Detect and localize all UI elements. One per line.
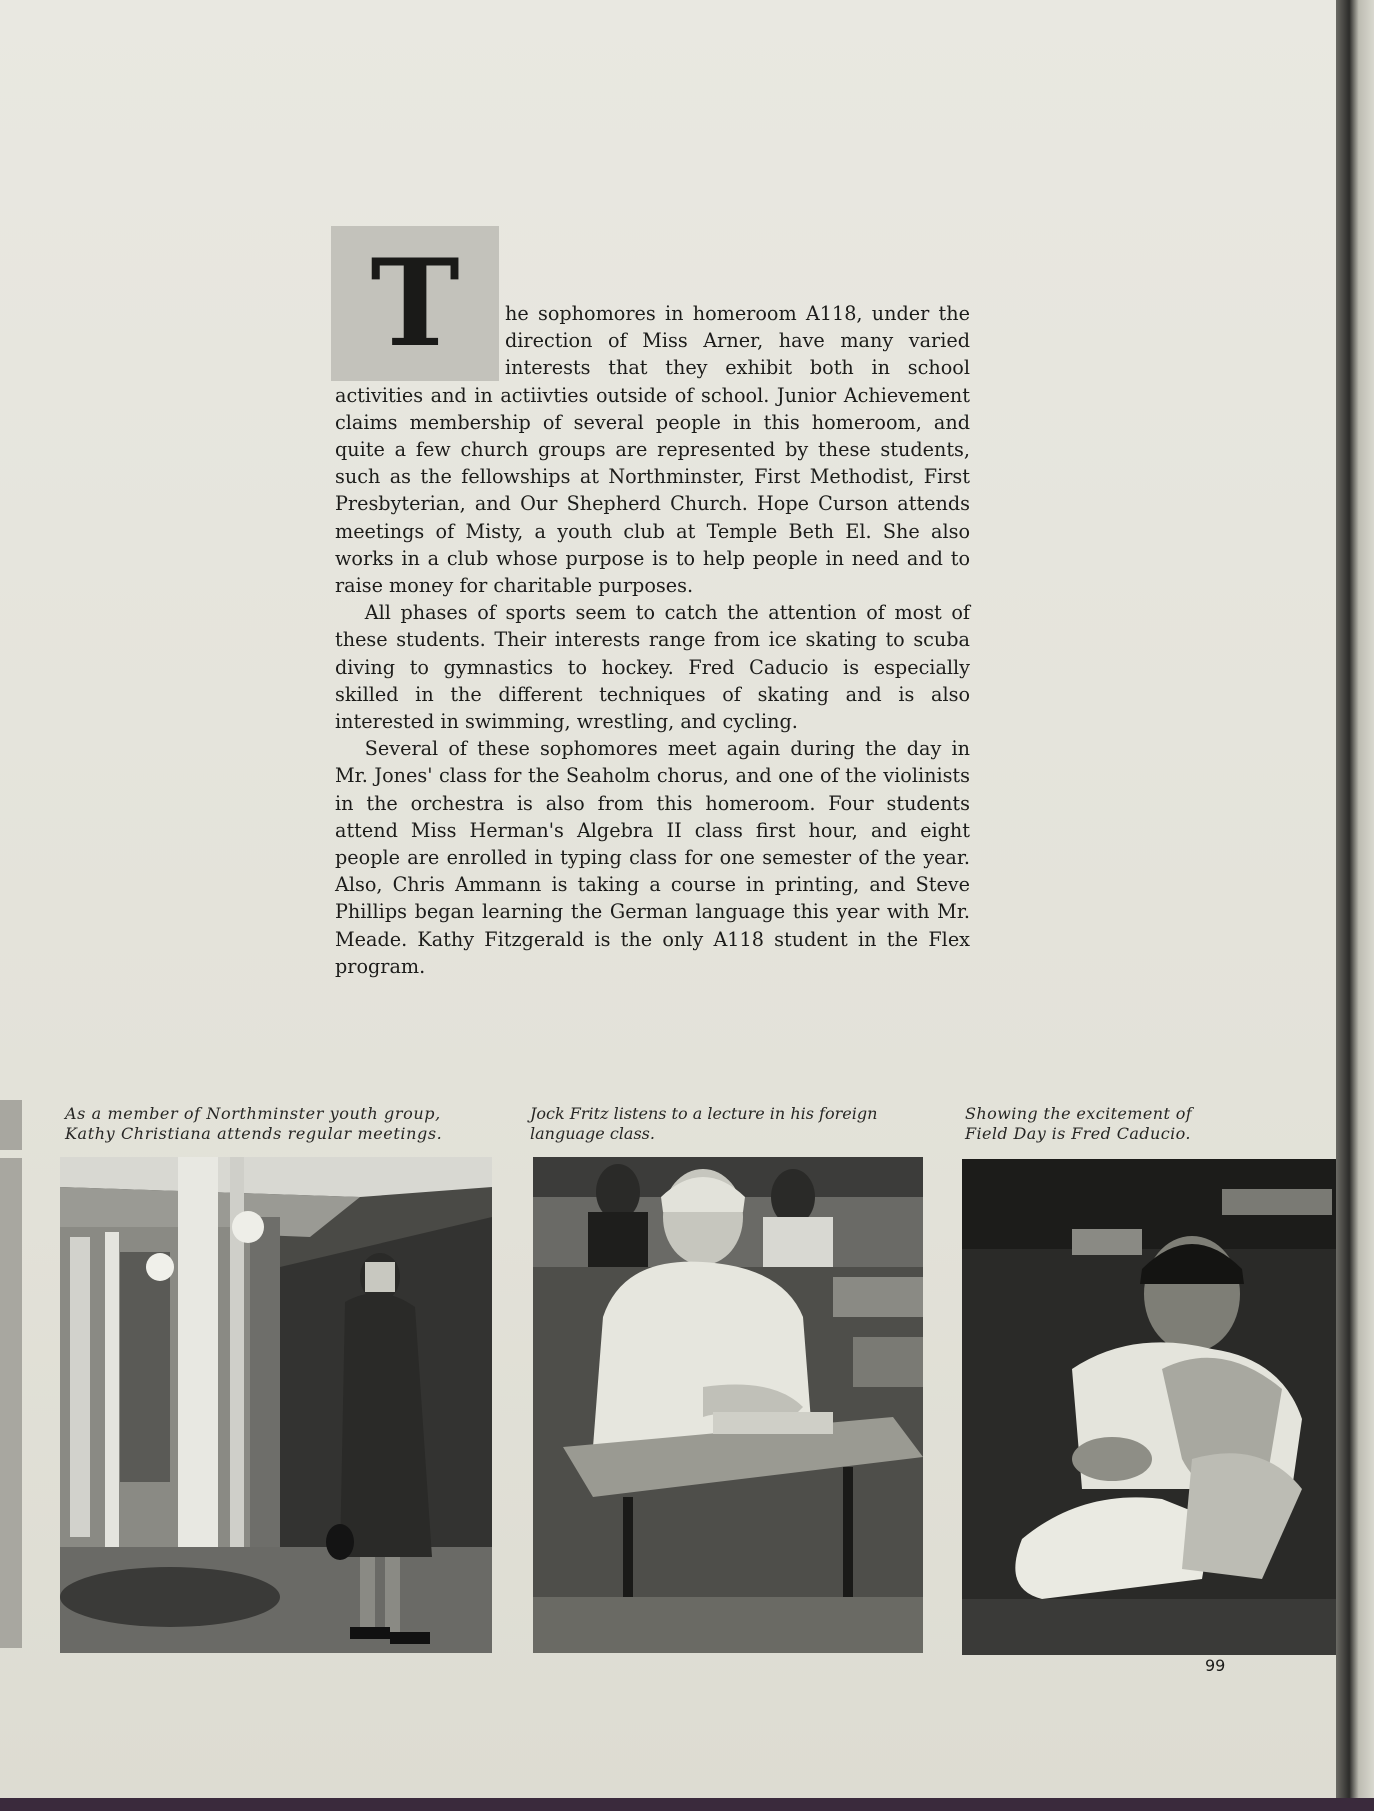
article-body	[335, 300, 970, 980]
paragraph-2: All phases of sports seem to catch the attention of most of these students. Their interests range from ice skating to scuba diving to gymnastics to hockey. Fred Caducio is especially skilled in the different techniques of skating and is also interested in swimming, wrestling, and cycling.	[335, 601, 970, 734]
paragraph-3: Several of these sophomores meet again during the day in Mr. Jones' class for the Seaholm chorus, and one of the violinists in the orchestra is also from this homeroom. Four students attend Miss Herman's Algebra II class first hour, and eight people are enrolled in typing class for one semester of the year. Also, Chris Ammann is taking a course in printing, and Steve Phillips began learning the German language this year with Mr. Meade. Kathy Fitzgerald is the only A118 student in the Flex program.	[335, 737, 970, 978]
caption-photo-1: As a member of Northminster youth group, Kathy Christiana attends regular meetings.	[65, 1104, 443, 1143]
edge-tab	[0, 1158, 22, 1648]
photo-classroom	[533, 1157, 923, 1653]
caption-photo-2: Jock Fritz listens to a lecture in his foreign language class.	[530, 1104, 878, 1143]
edge-tab	[0, 1100, 22, 1150]
caption-photo-3: Showing the excitement of Field Day is Fred Caducio.	[965, 1104, 1193, 1143]
book-binding-edge	[1336, 0, 1374, 1811]
paragraph-1: he sophomores in homeroom A118, under the direction of Miss Arner, have many varied interests that they exhibit both in school activities and in actiivties outside of school. Junior Achievement claims membership of several people in this homeroom, and quite a few church groups are represented by these students, such as the fellowships at Northminster, First Methodist, First Presbyterian, and Our Shepherd Church. Hope Curson attends meetings of Misty, a youth club at Temple Beth El. She also works in a club whose purpose is to help people in need and to raise money for charitable purposes.	[335, 302, 970, 598]
bottom-edge	[0, 1798, 1374, 1811]
photo-field-day	[962, 1159, 1336, 1655]
page-number: 99	[1205, 1656, 1226, 1675]
drop-cap: T	[370, 233, 460, 374]
photo-church-entrance	[60, 1157, 492, 1653]
